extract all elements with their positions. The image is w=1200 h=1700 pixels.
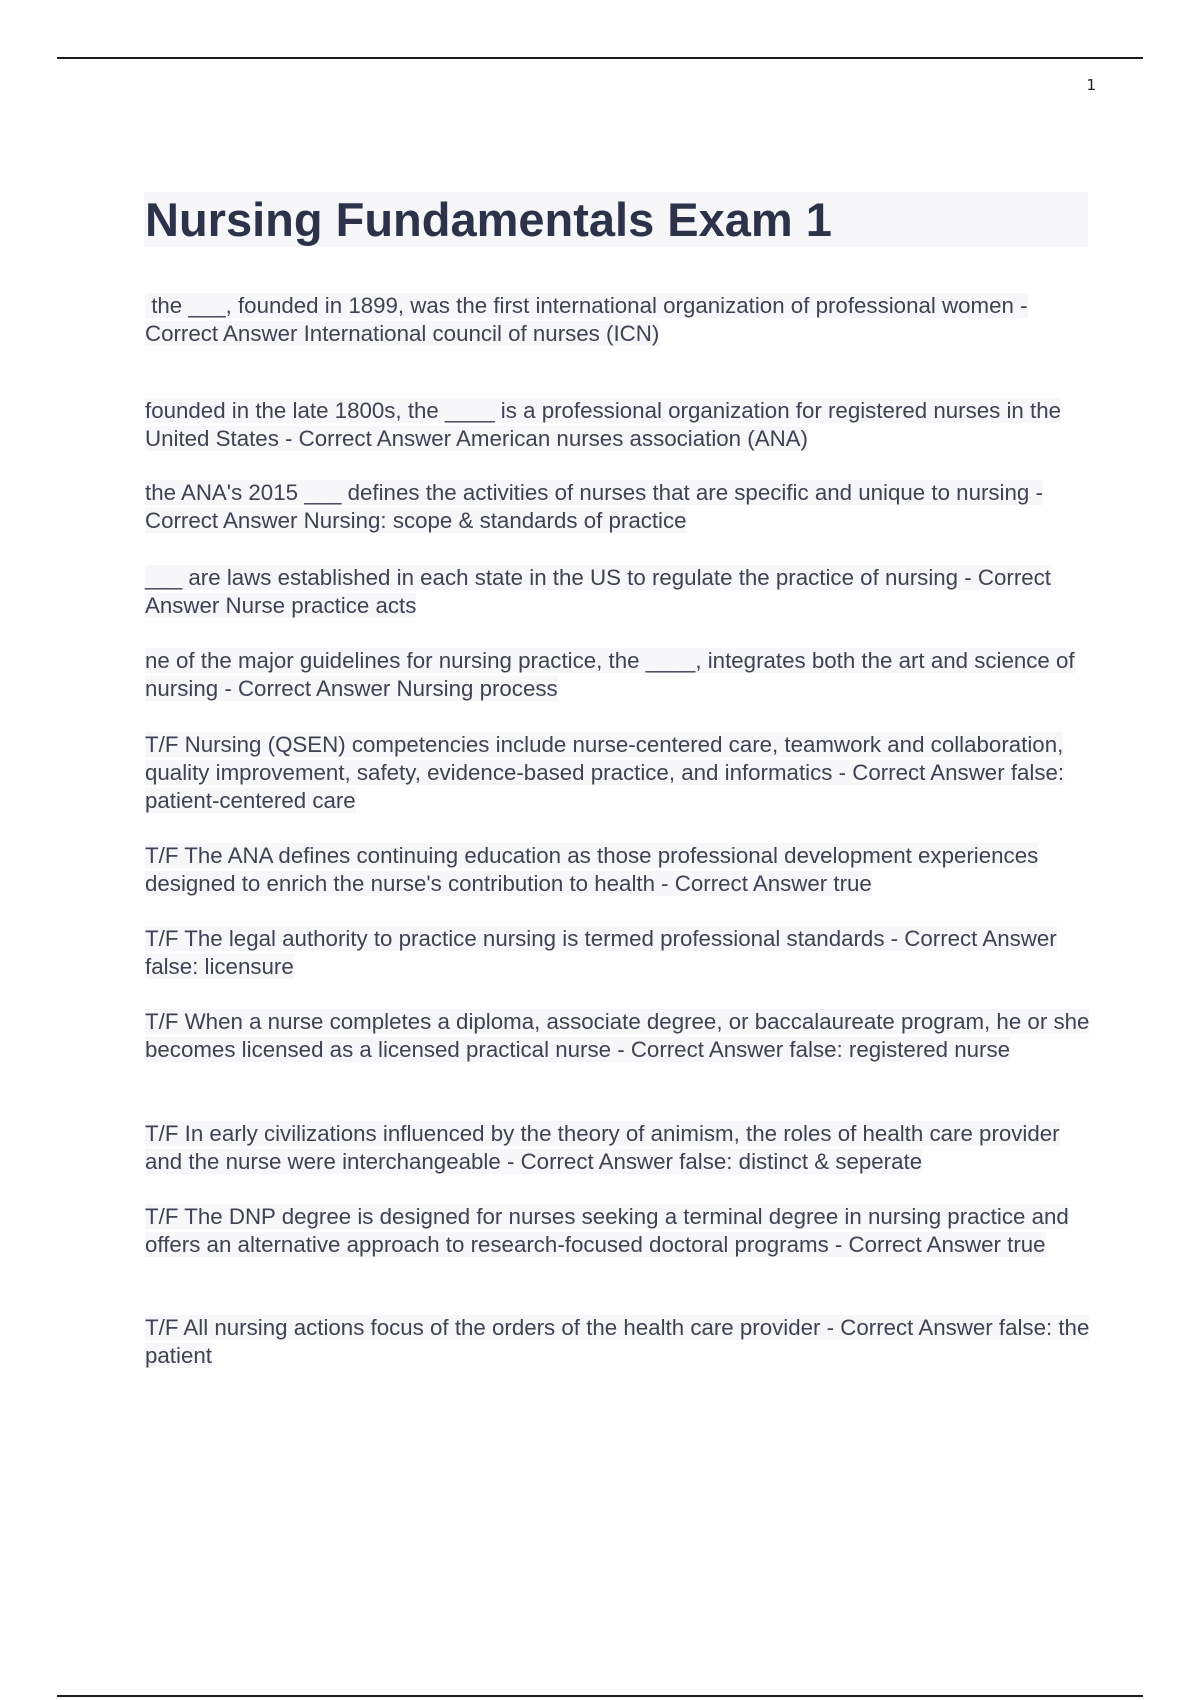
question-item xyxy=(145,1203,1090,1259)
question-text: T/F In early civilizations influenced by the theory of animism, the roles of health care provider and the nurse were interchangeable - Correct Answer false: distinct & seperate xyxy=(145,1121,1060,1174)
question-item xyxy=(145,564,1090,620)
question-item xyxy=(145,397,1090,453)
question-item xyxy=(145,731,1090,815)
question-text: T/F When a nurse completes a diploma, associate degree, or baccalaureate program, he or she becomes licensed as a licensed practical nurse - Correct Answer false: registered nurse xyxy=(145,1009,1090,1062)
question-item xyxy=(145,925,1090,981)
question-item xyxy=(145,1008,1090,1064)
question-text: T/F The legal authority to practice nursing is termed professional standards - Correct Answer false: licensure xyxy=(145,926,1057,979)
page-number: 1 xyxy=(1086,76,1096,94)
question-item xyxy=(145,479,1090,535)
question-text: ne of the major guidelines for nursing practice, the ____, integrates both the art and science of nursing - Correct Answer Nursing process xyxy=(145,648,1075,701)
footer-rule xyxy=(57,1695,1143,1697)
document-title: Nursing Fundamentals Exam 1 xyxy=(145,193,832,246)
question-text: founded in the late 1800s, the ____ is a professional organization for registered nurses in the United States - Correct Answer American nurses association (ANA) xyxy=(145,398,1062,451)
question-text: T/F The ANA defines continuing education as those professional development experiences designed to enrich the nurse's contribution to health - Correct Answer true xyxy=(145,843,1039,896)
question-item xyxy=(145,647,1090,703)
question-item xyxy=(145,1314,1090,1370)
question-text: T/F The DNP degree is designed for nurses seeking a terminal degree in nursing practice and offers an alternative approach to research-focused doctoral programs - Correct Answer true xyxy=(145,1204,1069,1257)
question-item xyxy=(145,1120,1090,1176)
question-item xyxy=(145,842,1090,898)
question-item xyxy=(145,292,1090,348)
question-text: ___ are laws established in each state in the US to regulate the practice of nursing - Correct Answer Nurse practice acts xyxy=(145,565,1051,618)
question-text: T/F All nursing actions focus of the orders of the health care provider - Correct Answer false: the patient xyxy=(145,1315,1090,1368)
header-rule xyxy=(57,57,1143,59)
question-text: the ___, founded in 1899, was the first international organization of professional women - Correct Answer International council of nurses (ICN) xyxy=(145,293,1028,346)
question-text: T/F Nursing (QSEN) competencies include nurse-centered care, teamwork and collaboration, quality improvement, safety, evidence-based practice, and informatics - Correct Answer false: patient-centered care xyxy=(145,732,1065,813)
question-text: the ANA's 2015 ___ defines the activities of nurses that are specific and unique to nursing - Correct Answer Nursing: scope & standards of practice xyxy=(145,480,1043,533)
